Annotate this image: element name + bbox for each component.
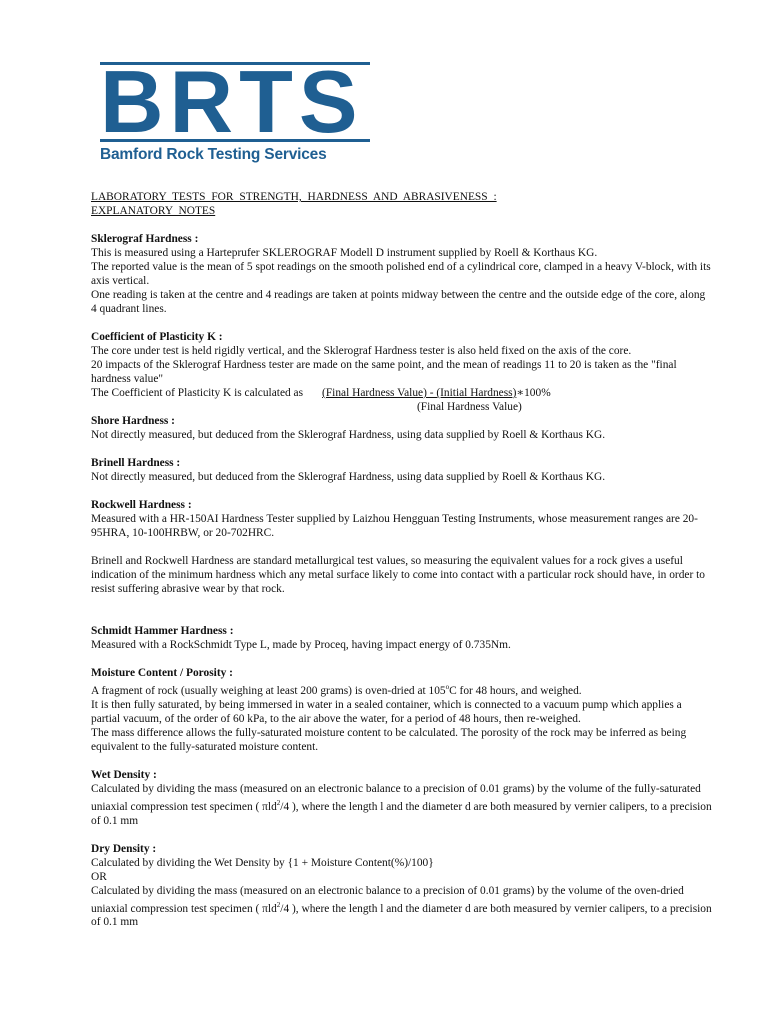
section-plasticity bbox=[91, 330, 713, 414]
section-heading: Rockwell Hardness : bbox=[91, 499, 192, 511]
formula-denominator: (Final Hardness Value) bbox=[417, 401, 522, 413]
formula-numerator: (Final Hardness Value) - (Initial Hardness) bbox=[322, 387, 517, 399]
paragraph: Calculated by dividing the mass (measured on an electronic balance to a precision of 0.01 grams) by the volume of the fully-saturated uniaxial compression test specimen ( πld$^2$/4 ), where the length l and the diameter d are both measured by vernier calipers, to a precision of 0.1 mm bbox=[91, 782, 712, 827]
paragraph: 20 impacts of the Sklerograf Hardness tester are made on the same point, and the mean of readings 11 to 20 is taken as the "final hardness value" bbox=[91, 359, 677, 385]
logo-bottom-rule bbox=[100, 139, 370, 142]
section-heading: Schmidt Hammer Hardness : bbox=[91, 625, 234, 637]
title-line-1: LABORATORY TESTS FOR STRENGTH, HARDNESS AND ABRASIVENESS : bbox=[91, 191, 497, 203]
paragraph: The reported value is the mean of 5 spot readings on the smooth polished end of a cylindrical core, clamped in a heavy V-block, with its axis vertical. bbox=[91, 261, 711, 287]
paragraph: It is then fully saturated, by being immersed in water in a sealed container, which is connected to a vacuum pump which applies a partial vacuum, of the order of 60 kPa, to the air above the water, for a period of 48 hours, then re-weighed. bbox=[91, 698, 682, 725]
paragraph: Measured with a RockSchmidt Type L, made by Proceq, having impact energy of 0.735Nm. bbox=[91, 639, 511, 651]
section-heading: Moisture Content / Porosity : bbox=[91, 667, 233, 679]
paragraph: Not directly measured, but deduced from the Sklerograf Hardness, using data supplied by Roell & Korthaus KG. bbox=[91, 429, 606, 441]
section-heading: Sklerograf Hardness : bbox=[91, 233, 199, 245]
section-heading: Brinell Hardness : bbox=[91, 457, 181, 469]
paragraph: A fragment of rock (usually weighing at least 200 grams) is oven-dried at 105$^o$C for 48 hours, and weighed. bbox=[91, 683, 582, 697]
logo-company-name: Bamford Rock Testing Services bbox=[100, 146, 327, 163]
paragraph: Measured with a HR-150AI Hardness Tester supplied by Laizhou Hengguan Testing Instruments, whose measurement ranges are 20-95HRA, 10-100HRBW, or 20-702HRC. bbox=[91, 513, 698, 539]
section-rockwell bbox=[91, 498, 713, 596]
section-brinell bbox=[91, 456, 713, 484]
paragraph: Not directly measured, but deduced from the Sklerograf Hardness, using data supplied by Roell & Korthaus KG. bbox=[91, 471, 606, 483]
section-wet-density bbox=[91, 768, 713, 828]
section-moisture bbox=[91, 666, 713, 754]
paragraph: Brinell and Rockwell Hardness are standard metallurgical test values, so measuring the equivalent values for a rock gives a useful indication of the minimum hardness which any metal surface likely to come into contact with a particular rock should have, in order to resist suffering abrasive wear by that rock. bbox=[91, 555, 705, 595]
title-line-2: EXPLANATORY NOTES bbox=[91, 205, 216, 217]
formula-multiplier: ∗100% bbox=[516, 387, 551, 399]
section-schmidt bbox=[91, 624, 713, 652]
section-heading: Wet Density : bbox=[91, 768, 157, 781]
document-body bbox=[91, 190, 713, 943]
paragraph: The core under test is held rigidly vertical, and the Sklerograf Hardness tester is also held fixed on the axis of the core. bbox=[91, 345, 632, 357]
brts-logo bbox=[100, 62, 370, 164]
paragraph: This is measured using a Harteprufer SKLEROGRAF Modell D instrument supplied by Roell & Korthaus KG. bbox=[91, 247, 598, 259]
section-heading: Dry Density : bbox=[91, 842, 157, 855]
paragraph: Calculated by dividing the Wet Density by {1 + Moisture Content(%)/100} bbox=[91, 856, 434, 869]
paragraph: OR bbox=[91, 870, 107, 883]
logo-top-rule bbox=[100, 62, 370, 65]
paragraph: One reading is taken at the centre and 4 readings are taken at points midway between the centre and the outside edge of the core, along 4 quadrant lines. bbox=[91, 289, 706, 315]
section-heading: Shore Hardness : bbox=[91, 415, 175, 427]
paragraph: The mass difference allows the fully-saturated moisture content to be calculated. The porosity of the rock may be inferred as being equivalent to the fully-saturated moisture content. bbox=[91, 726, 687, 753]
document-title bbox=[91, 190, 713, 218]
plasticity-formula bbox=[91, 386, 713, 400]
section-sklerograf bbox=[91, 232, 713, 316]
section-heading: Coefficient of Plasticity K : bbox=[91, 331, 223, 343]
section-shore bbox=[91, 414, 713, 442]
formula-intro: The Coefficient of Plasticity K is calculated as bbox=[91, 387, 304, 399]
logo-letters: BRTS bbox=[100, 67, 364, 139]
section-dry-density bbox=[91, 842, 713, 930]
paragraph: Calculated by dividing the mass (measured on an electronic balance to a precision of 0.01 grams) by the volume of the oven-dried uniaxial compression test specimen ( πld$^2$/4 ), where the length l and the diameter d are both measured by vernier calipers, to a precision of 0.1 mm bbox=[91, 884, 712, 929]
